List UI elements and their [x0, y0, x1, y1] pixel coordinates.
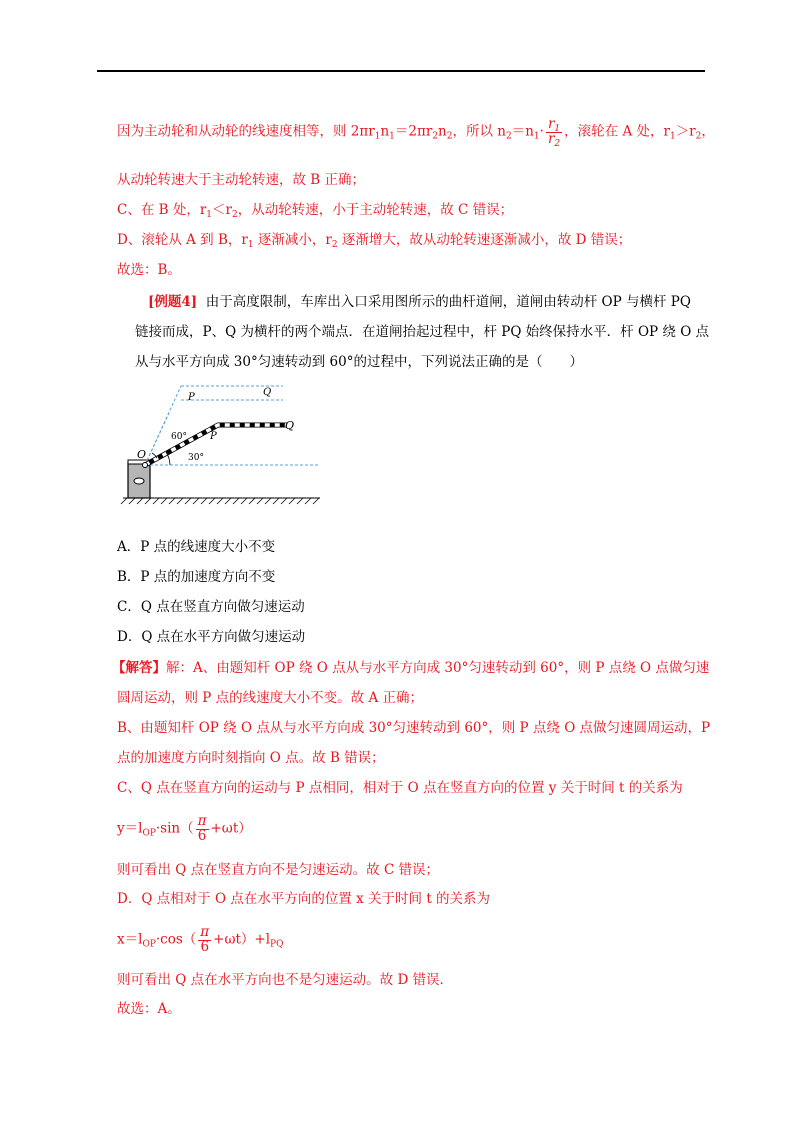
answer-line-8: 则可看出 Q 点在水平方向也不是匀速运动。故 D 错误． [117, 972, 454, 988]
example-stem-line-2: 链接而成，P、Q 为横杆的两个端点．在道闸抬起过程中，杆 PQ 始终保持水平．杆 OP 绕 O 点 [135, 324, 710, 340]
header-rule [97, 70, 705, 72]
barrier-gate-figure [115, 378, 325, 508]
answer-conclusion: 故选：A。 [117, 1001, 181, 1017]
prev-solution-line-2: 从动轮转速大于主动轮转速，故 B 正确； [117, 172, 366, 188]
answer-line-6: 则可看出 Q 点在竖直方向不是匀速运动。故 C 错误； [117, 862, 440, 878]
label-Q-lower: Q [285, 419, 295, 432]
prev-solution-line-1: 因为主动轮和从动轮的线速度相等，则 $2\pi r_1n_1=2\pi r_2n_2$，所以 $n_2=n_1\cdot$ $\frac{r_1}{r_2}$ ，滚轮在 A 处，$r_1>r_2$， [117, 116, 715, 149]
label-O: O [137, 448, 147, 461]
label-P-upper: P [188, 392, 195, 403]
answer-line-4: 点的加速度方向时刻指向 O 点。故 B 错误； [117, 750, 385, 766]
example-stem-line-3: 从与水平方向成 30°匀速转动到 60°的过程中，下列说法正确的是（ ） [135, 354, 583, 370]
option-d: D．Q 点在水平方向做匀速运动 [117, 629, 306, 645]
prev-solution-conclusion: 故选：B。 [117, 262, 181, 278]
example-stem-line-1: [例题4] 由于高度限制，车库出入口采用图所示的曲杆道闸，道闸由转动杆 OP 与横杆 PQ [148, 294, 691, 310]
answer-line-2: 圆周运动，则 P 点的线速度大小不变。故 A 正确； [117, 690, 423, 706]
x-formula: $x=l_{OP}\cdot\cos$（ $\frac{\pi}{6}$ $+\omega t)+l_{PQ}$ [117, 924, 284, 955]
option-b: B．P 点的加速度方向不变 [117, 569, 276, 585]
prev-solution-line-3: C、在 B 处，$r_1<r_2$，从动轮转速，小于主动轮转速，故 C 错误； [117, 202, 514, 220]
y-formula: $y=l_{OP}\cdot\sin$（ $\frac{\pi}{6}$ +ωt） [117, 813, 252, 844]
pi-over-6-fraction: $\frac{\pi}{6}$ [197, 813, 207, 844]
ratio-fraction: $\frac{r_1}{r_2}$ [547, 116, 561, 149]
option-c: C．Q 点在竖直方向做匀速运动 [117, 599, 305, 615]
answer-line-3: B、由题知杆 OP 绕 O 点从与水平方向成 30°匀速转动到 60°，则 P 点绕 O 点做匀速圆周运动，P [117, 720, 711, 736]
answer-line-7: D．Q 点相对于 O 点在水平方向的位置 x 关于时间 t 的关系为 [117, 891, 491, 907]
prev-solution-line-4: D、滚轮从 A 到 B，$r_1$ 逐渐减小，$r_2$ 逐渐增大，故从动轮转速逐渐减小，故 D 错误； [117, 232, 632, 250]
pivot-point [143, 463, 148, 468]
option-a: A．P 点的线速度大小不变 [117, 539, 276, 555]
label-angle-60: 60° [171, 432, 187, 442]
ground-hatching [121, 498, 319, 504]
gate-post-window [134, 478, 144, 484]
answer-line-5: C、Q 点在竖直方向的运动与 P 点相同，相对于 O 点在竖直方向的位置 y 关于时间 t 的关系为 [117, 780, 683, 796]
answer-tag: 【解答】 [112, 660, 166, 676]
label-P-lower: P [210, 431, 217, 442]
example-tag: [例题4] [148, 294, 198, 310]
answer-line-1: 【解答】解：A、由题知杆 OP 绕 O 点从与水平方向成 30°匀速转动到 60°，则 P 点绕 O 点做匀速 [112, 660, 710, 676]
label-angle-30: 30° [188, 453, 204, 463]
label-Q-upper: Q [263, 387, 272, 398]
pi-over-6-fraction-x: $\frac{\pi}{6}$ [200, 924, 210, 955]
